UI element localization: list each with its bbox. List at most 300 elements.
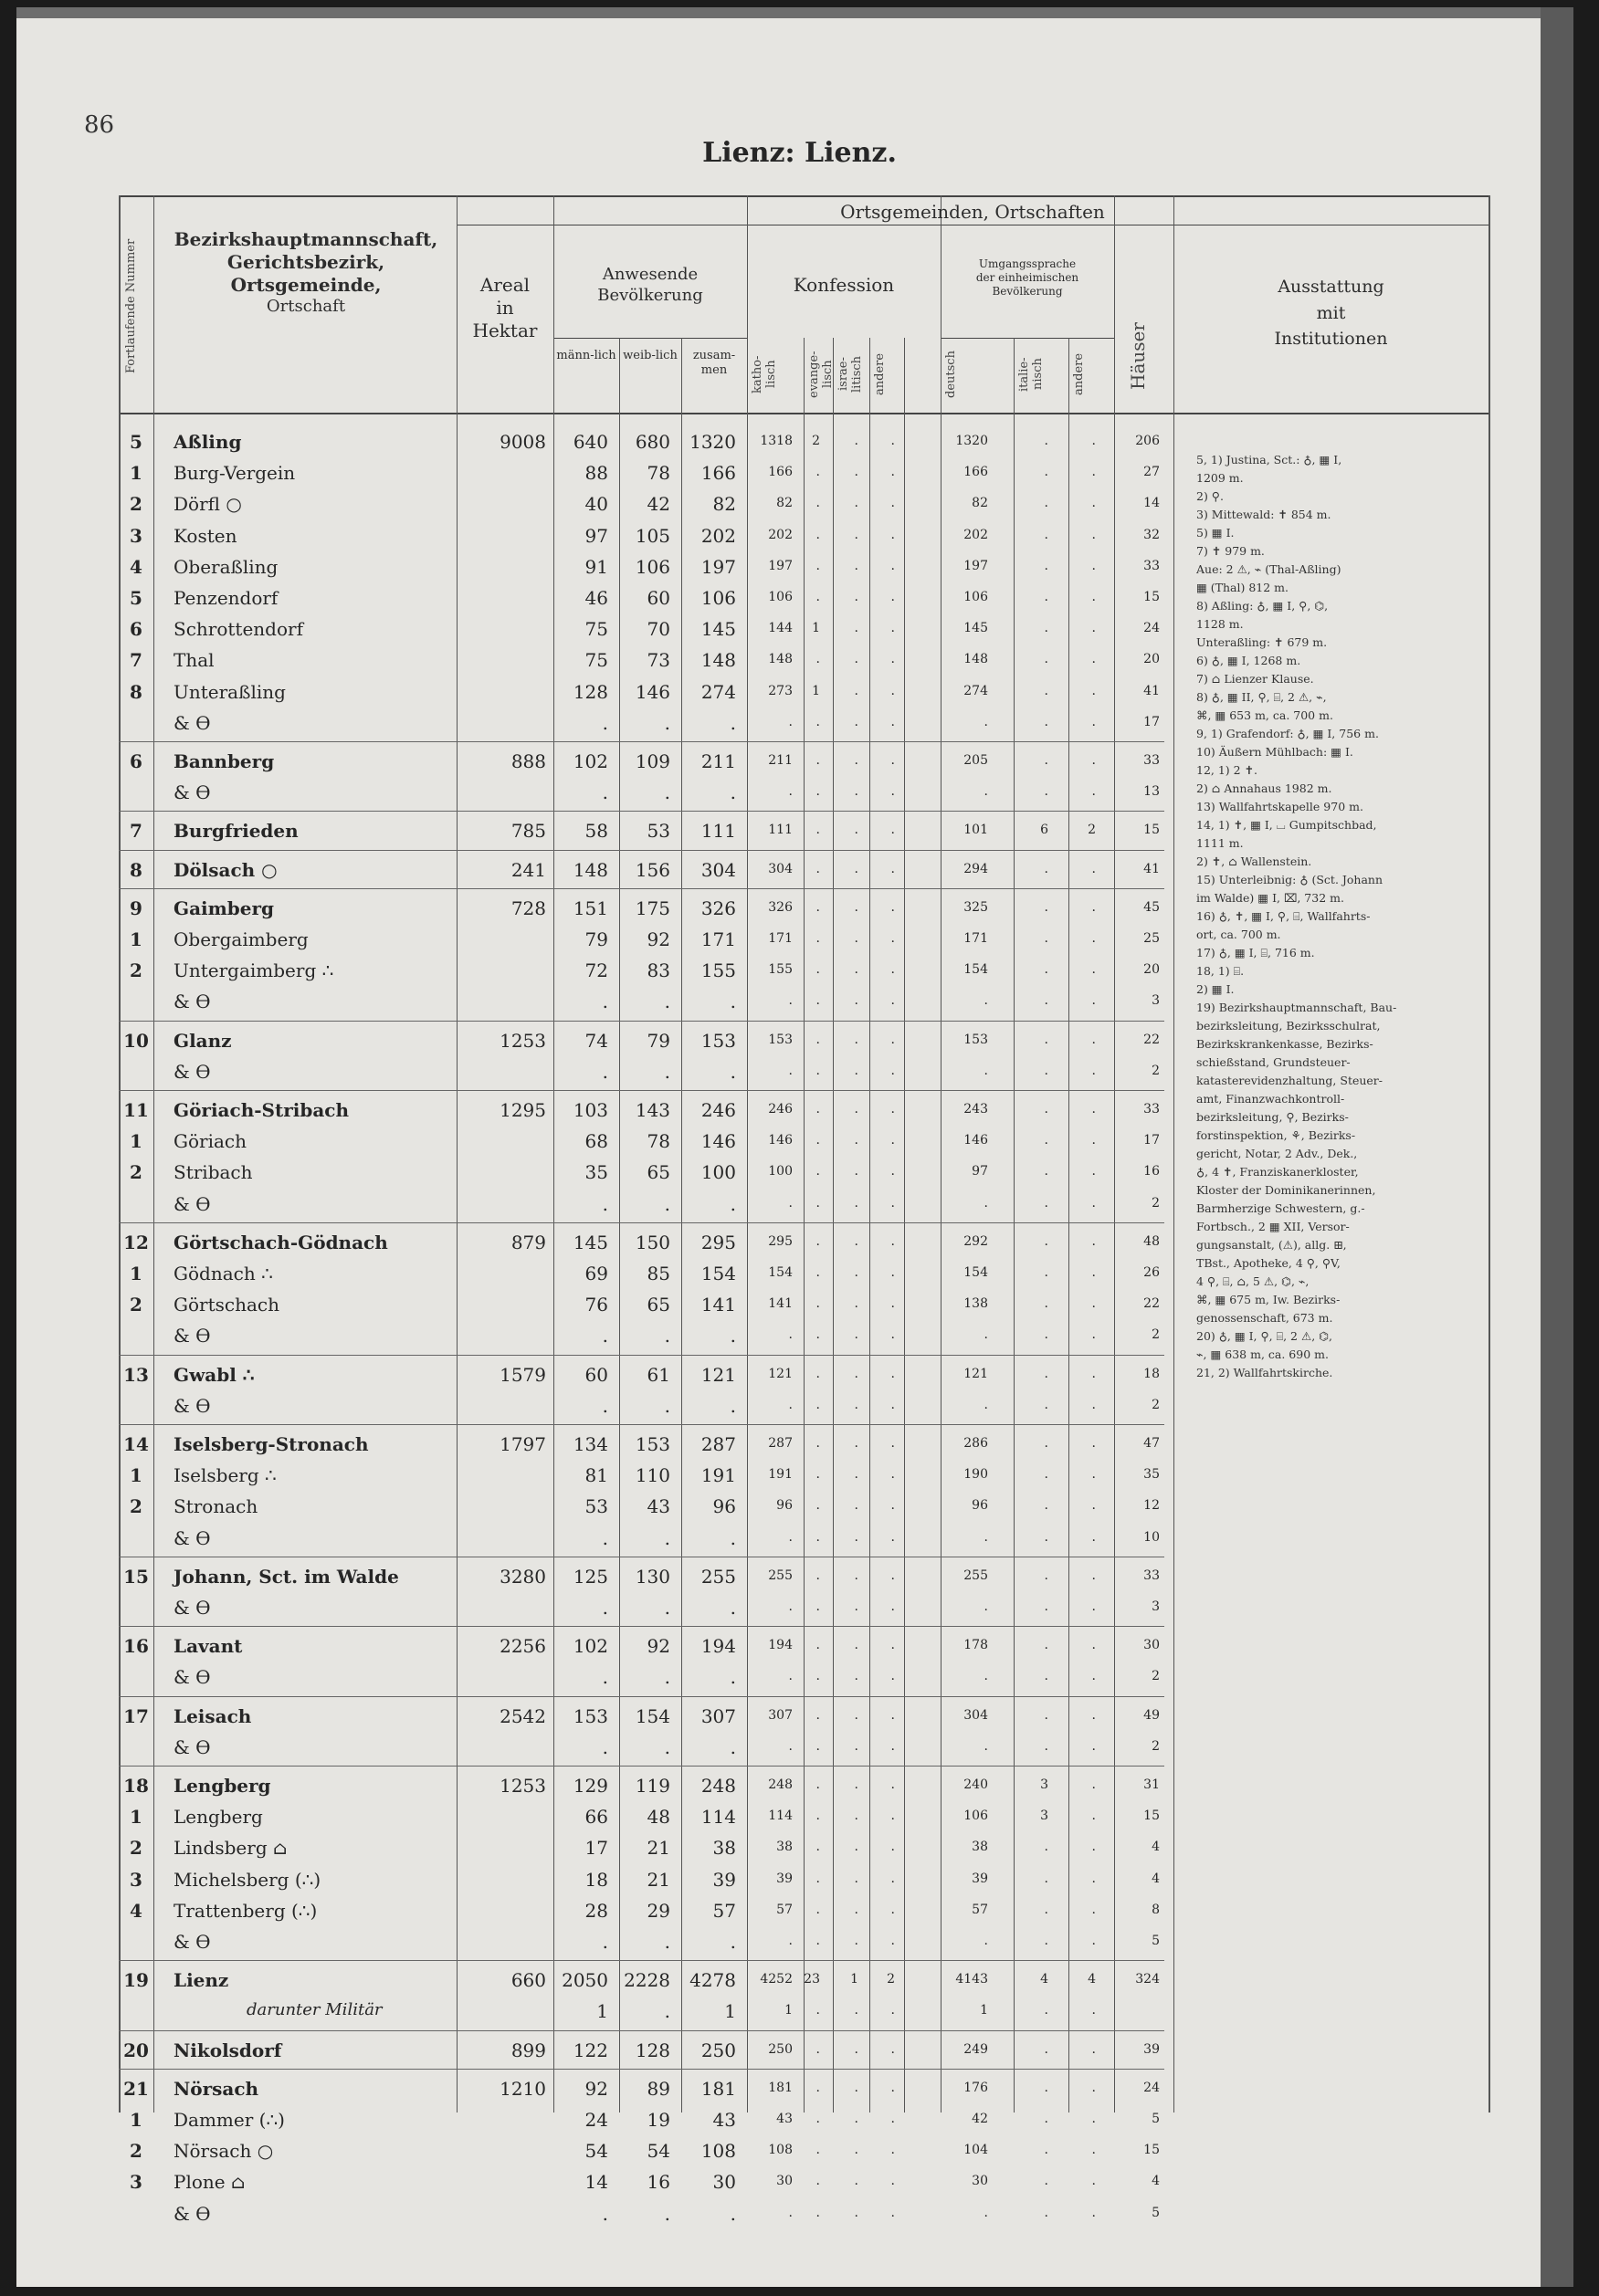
row-number: 1: [130, 1806, 142, 1829]
haeuser-value: 4: [1152, 2174, 1160, 2189]
maennlich-value: 92: [584, 2077, 608, 2100]
evangelisch-value: .: [815, 527, 820, 542]
deutsch-value: 153: [963, 1032, 988, 1047]
maennlich-value: 54: [584, 2140, 608, 2163]
israelitisch-value: .: [854, 1467, 858, 1483]
weiblich-value: 89: [647, 2077, 670, 2100]
italienisch-value: .: [1044, 931, 1048, 946]
deutsch-value: 4143: [955, 1972, 988, 1987]
katholisch-value: 1318: [760, 434, 793, 448]
sprache-andere-value: .: [1091, 1871, 1096, 1886]
zusammen-value: 146: [700, 1130, 736, 1153]
sprache-andere-value: .: [1091, 1529, 1096, 1545]
maennlich-value: 151: [573, 896, 608, 919]
sprache-andere-value: .: [1091, 931, 1096, 946]
haeuser-value: 17: [1143, 1133, 1160, 1148]
israelitisch-value: .: [854, 1840, 858, 1855]
israelitisch-value: .: [854, 2205, 858, 2220]
row-name: Görtschach-Gödnach: [174, 1231, 388, 1253]
haeuser-value: 22: [1143, 1032, 1160, 1047]
sprache-andere-value: .: [1091, 1840, 1096, 1855]
maennlich-value: 134: [573, 1433, 608, 1455]
italienisch-value: .: [1044, 2112, 1048, 2126]
italienisch-value: .: [1044, 2003, 1048, 2018]
katholisch-value: .: [788, 1934, 793, 1948]
row-name: & ϴ: [174, 1931, 211, 1953]
weiblich-value: 78: [647, 1130, 670, 1153]
evangelisch-value: .: [815, 1777, 820, 1792]
italienisch-value: .: [1044, 899, 1048, 915]
sprache-andere-value: .: [1091, 1296, 1096, 1312]
zusammen-value: 287: [700, 1433, 736, 1455]
konf-andere-value: .: [890, 1296, 895, 1312]
haeuser-value: 14: [1143, 496, 1160, 511]
evangelisch-value: .: [815, 861, 820, 876]
weiblich-value: .: [664, 1192, 670, 1215]
note-line: 20) ♁, ▦ I, ⚲, ⌸, 2 ⚠, ⌬,: [1196, 1329, 1333, 1343]
israelitisch-value: .: [854, 784, 858, 800]
row-name: Thal: [174, 649, 215, 672]
zusammen-value: .: [730, 991, 736, 1013]
weiblich-value: 53: [647, 820, 670, 843]
italienisch-value: .: [1044, 1638, 1048, 1653]
note-line: ⌘, ▦ 653 m, ca. 700 m.: [1196, 708, 1333, 722]
italienisch-value: .: [1044, 1366, 1048, 1381]
maennlich-value: 58: [584, 820, 608, 843]
israelitisch-value: .: [854, 1871, 858, 1886]
header-bev-sub: männ-lich: [556, 349, 616, 362]
row-name: Obergaimberg: [174, 928, 309, 950]
weiblich-value: 54: [647, 2140, 670, 2163]
zusammen-value: 100: [700, 1161, 736, 1184]
sprache-andere-value: .: [1091, 527, 1096, 542]
evangelisch-value: .: [815, 2112, 820, 2126]
zusammen-value: .: [730, 1060, 736, 1083]
evangelisch-value: .: [815, 1529, 820, 1545]
header-areal-line: Areal: [479, 274, 531, 296]
section-rule: [119, 1766, 1164, 1767]
deutsch-value: 106: [963, 1808, 988, 1824]
italienisch-value: .: [1044, 2080, 1048, 2095]
deutsch-value: 294: [963, 861, 988, 876]
deutsch-value: .: [984, 1669, 988, 1684]
israelitisch-value: .: [854, 434, 858, 448]
israelitisch-value: .: [854, 2174, 858, 2189]
zusammen-value: 211: [700, 750, 736, 772]
zusammen-value: 4278: [689, 1969, 736, 1992]
header-bevoelkerung: [553, 265, 747, 306]
italienisch-value: .: [1044, 1233, 1048, 1249]
katholisch-value: .: [788, 1195, 793, 1211]
zusammen-value: .: [730, 2202, 736, 2225]
zusammen-value: .: [730, 1526, 736, 1549]
weiblich-value: .: [664, 781, 670, 804]
weiblich-value: 92: [647, 928, 670, 950]
evangelisch-value: .: [815, 1265, 820, 1280]
maennlich-value: 75: [584, 649, 608, 672]
deutsch-value: 304: [963, 1707, 988, 1723]
italienisch-value: .: [1044, 962, 1048, 978]
sprache-andere-value: .: [1091, 1164, 1096, 1179]
katholisch-value: 153: [768, 1032, 793, 1047]
weiblich-value: .: [664, 1931, 670, 1953]
evangelisch-value: .: [815, 1808, 820, 1824]
note-line: ♁, 4 ✝, Franziskanerkloster,: [1196, 1165, 1359, 1179]
haeuser-value: 48: [1143, 1233, 1160, 1249]
deutsch-value: .: [984, 1738, 988, 1754]
weiblich-value: 175: [635, 896, 670, 919]
weiblich-value: 78: [647, 462, 670, 485]
haeuser-value: 25: [1143, 931, 1160, 946]
areal-value: 785: [510, 820, 546, 843]
katholisch-value: 82: [776, 496, 793, 511]
weiblich-value: 48: [647, 1806, 670, 1829]
row-name: Schrottendorf: [174, 618, 303, 641]
weiblich-value: .: [664, 2000, 670, 2023]
sprache-andere-value: .: [1091, 1567, 1096, 1583]
maennlich-value: .: [602, 1394, 608, 1417]
row-name: Stronach: [174, 1495, 258, 1518]
evangelisch-value: .: [815, 1498, 820, 1514]
row-number: 8: [130, 680, 142, 703]
haeuser-value: 4: [1152, 1840, 1160, 1855]
weiblich-value: 29: [647, 1899, 670, 1922]
haeuser-value: 2: [1152, 1669, 1160, 1684]
konf-andere-value: .: [890, 590, 895, 604]
sprache-andere-value: .: [1091, 1366, 1096, 1381]
sprache-andere-value: .: [1091, 899, 1096, 915]
maennlich-value: 88: [584, 462, 608, 485]
konf-andere-value: .: [890, 2174, 895, 2189]
header-name-line: Gerichtsbezirk,: [226, 251, 385, 273]
maennlich-value: .: [602, 1666, 608, 1689]
konf-andere-value: .: [890, 558, 895, 573]
sprache-andere-value: .: [1091, 1233, 1096, 1249]
katholisch-value: 148: [768, 652, 793, 667]
italienisch-value: .: [1044, 1498, 1048, 1514]
row-number: 2: [130, 959, 142, 982]
deutsch-value: 178: [963, 1638, 988, 1653]
sprache-andere-value: .: [1091, 993, 1096, 1009]
zusammen-value: 141: [700, 1294, 736, 1316]
italienisch-value: .: [1044, 1195, 1048, 1211]
zusammen-value: .: [730, 711, 736, 734]
maennlich-value: 153: [573, 1704, 608, 1727]
note-line: 8) ♁, ▦ II, ⚲, ⌸, 2 ⚠, ⌁,: [1196, 690, 1327, 704]
institutions-notes: [1196, 451, 1489, 1382]
haeuser-value: 17: [1143, 714, 1160, 729]
evangelisch-value: .: [815, 962, 820, 978]
weiblich-value: 21: [647, 1868, 670, 1891]
italienisch-value: .: [1044, 1707, 1048, 1723]
areal-value: 660: [510, 1969, 546, 1992]
note-line: Aue: 2 ⚠, ⌁ (Thal-Aßling): [1196, 562, 1341, 576]
katholisch-value: 108: [768, 2143, 793, 2158]
evangelisch-value: .: [815, 2003, 820, 2018]
page-number: 86: [84, 111, 115, 139]
row-name: & ϴ: [174, 1597, 211, 1619]
haeuser-value: 39: [1143, 2041, 1160, 2057]
note-line: 2) ⚲.: [1196, 489, 1224, 503]
katholisch-value: 1: [784, 2003, 793, 2018]
row-number: 1: [130, 928, 142, 950]
italienisch-value: .: [1044, 1902, 1048, 1917]
weiblich-value: 92: [647, 1635, 670, 1658]
konf-andere-value: .: [890, 652, 895, 667]
italienisch-value: .: [1044, 1934, 1048, 1948]
zusammen-value: 148: [700, 649, 736, 672]
deutsch-value: 106: [963, 590, 988, 604]
israelitisch-value: .: [854, 1133, 858, 1148]
konf-andere-value: .: [890, 823, 895, 838]
sprache-andere-value: .: [1091, 1102, 1096, 1117]
italienisch-value: .: [1044, 1265, 1048, 1280]
evangelisch-value: .: [815, 1296, 820, 1312]
header-aus-line: Institutionen: [1274, 329, 1388, 349]
weiblich-value: 65: [647, 1294, 670, 1316]
zusammen-value: .: [730, 1666, 736, 1689]
header-bev-sub: weib-lich: [623, 349, 678, 362]
haeuser-value: 41: [1143, 683, 1160, 698]
israelitisch-value: .: [854, 558, 858, 573]
sprache-andere-value: .: [1091, 1327, 1096, 1343]
sprache-andere-value: .: [1091, 1808, 1096, 1824]
section-rule: [119, 1021, 1164, 1022]
konf-andere-value: .: [890, 753, 895, 768]
evangelisch-value: .: [815, 496, 820, 511]
weiblich-value: 680: [635, 431, 670, 453]
note-line: 18, 1) ⌸.: [1196, 964, 1245, 978]
note-line: 2) ⌂ Annahaus 1982 m.: [1196, 781, 1332, 795]
maennlich-value: .: [602, 991, 608, 1013]
sprache-andere-value: .: [1091, 1032, 1096, 1047]
konf-andere-value: .: [890, 621, 895, 636]
evangelisch-value: .: [815, 1467, 820, 1483]
header-spr-sub: andere: [1072, 352, 1086, 396]
katholisch-value: 146: [768, 1133, 793, 1148]
katholisch-value: 30: [776, 2174, 793, 2189]
konf-andere-value: .: [890, 496, 895, 511]
katholisch-value: 181: [768, 2080, 793, 2095]
section-rule: [119, 1090, 1164, 1091]
haeuser-value: 30: [1143, 1638, 1160, 1653]
row-name: Oberaßling: [174, 555, 279, 578]
israelitisch-value: .: [854, 621, 858, 636]
katholisch-value: 191: [768, 1467, 793, 1483]
table-row: [0, 1806, 1599, 1837]
evangelisch-value: .: [815, 823, 820, 838]
katholisch-value: 121: [768, 1366, 793, 1381]
israelitisch-value: .: [854, 527, 858, 542]
konf-andere-value: .: [890, 1738, 895, 1754]
evangelisch-value: .: [815, 465, 820, 480]
haeuser-value: 47: [1143, 1436, 1160, 1451]
note-line: 9, 1) Grafendorf: ♁, ▦ I, 756 m.: [1196, 727, 1379, 740]
konf-andere-value: .: [890, 1638, 895, 1653]
konf-andere-value: .: [890, 2041, 895, 2057]
italienisch-value: .: [1044, 590, 1048, 604]
evangelisch-value: 23: [804, 1972, 820, 1987]
section-rule: [119, 811, 1164, 812]
table-row: [0, 1527, 1599, 1558]
note-line: genossenschaft, 673 m.: [1196, 1311, 1333, 1325]
header-konf-sub: evange-lisch: [807, 351, 835, 398]
konf-andere-value: .: [890, 527, 895, 542]
maennlich-value: 40: [584, 493, 608, 516]
italienisch-value: .: [1044, 1436, 1048, 1451]
haeuser-value: 206: [1135, 434, 1160, 448]
sprache-andere-value: .: [1091, 1669, 1096, 1684]
row-number: 5: [130, 587, 142, 609]
israelitisch-value: .: [854, 683, 858, 698]
bev-sub-rule: [553, 338, 747, 339]
konf-andere-value: .: [890, 1934, 895, 1948]
maennlich-value: .: [602, 2202, 608, 2225]
zusammen-value: .: [730, 1192, 736, 1215]
haeuser-value: 5: [1152, 2112, 1160, 2126]
deutsch-value: 205: [963, 753, 988, 768]
weiblich-value: 16: [647, 2171, 670, 2194]
katholisch-value: 155: [768, 962, 793, 978]
weiblich-value: 85: [647, 1263, 670, 1284]
note-line: 5) ▦ I.: [1196, 526, 1235, 540]
sprache-andere-value: .: [1091, 2174, 1096, 2189]
zusammen-value: 1320: [689, 431, 736, 453]
row-number: 3: [130, 1868, 142, 1891]
italienisch-value: .: [1044, 784, 1048, 800]
note-line: 2) ✝, ⌂ Wallenstein.: [1196, 854, 1312, 868]
note-line: bezirksleitung, Bezirksschulrat,: [1196, 1019, 1381, 1033]
zusammen-value: 194: [700, 1635, 736, 1658]
row-name: Trattenberg (∴): [174, 1899, 318, 1922]
weiblich-value: 128: [635, 2039, 670, 2061]
deutsch-value: 121: [963, 1366, 988, 1381]
deutsch-value: 1: [980, 2003, 988, 2018]
katholisch-value: 202: [768, 527, 793, 542]
zusammen-value: 43: [712, 2109, 736, 2131]
konf-andere-value: .: [890, 434, 895, 448]
haeuser-value: 27: [1143, 465, 1160, 480]
weiblich-value: 43: [647, 1495, 670, 1518]
konf-andere-value: .: [890, 1133, 895, 1148]
weiblich-value: 110: [635, 1464, 670, 1487]
haeuser-value: 2: [1152, 1327, 1160, 1343]
maennlich-value: 129: [573, 1775, 608, 1797]
zusammen-value: 106: [700, 587, 736, 609]
maennlich-value: 60: [584, 1363, 608, 1386]
haeuser-value: 324: [1135, 1972, 1160, 1987]
header-aus-line: Ausstattung: [1278, 277, 1384, 297]
italienisch-value: 3: [1040, 1777, 1048, 1792]
katholisch-value: 197: [768, 558, 793, 573]
note-line: 16) ♁, ✝, ▦ I, ⚲, ⌸, Wallfahrts-: [1196, 909, 1371, 923]
row-number: 7: [130, 820, 142, 843]
row-number: 8: [130, 858, 142, 881]
maennlich-value: 74: [584, 1029, 608, 1052]
evangelisch-value: .: [815, 993, 820, 1009]
katholisch-value: .: [788, 1397, 793, 1412]
note-line: 7) ✝ 979 m.: [1196, 544, 1265, 558]
weiblich-value: 70: [647, 618, 670, 641]
row-number: 19: [123, 1969, 149, 1992]
evangelisch-value: .: [815, 1707, 820, 1723]
header-bev-sub: zusam-men: [692, 349, 736, 378]
maennlich-value: 128: [573, 680, 608, 703]
katholisch-value: 141: [768, 1296, 793, 1312]
israelitisch-value: .: [854, 2143, 858, 2158]
table-row: [0, 1837, 1599, 1868]
konf-andere-value: .: [890, 993, 895, 1009]
zusammen-value: .: [730, 1735, 736, 1758]
deutsch-value: 57: [972, 1902, 988, 1917]
haeuser-value: 22: [1143, 1296, 1160, 1312]
sprache-andere-value: .: [1091, 861, 1096, 876]
row-number: 11: [123, 1099, 149, 1121]
katholisch-value: 154: [768, 1265, 793, 1280]
konf-andere-value: 2: [887, 1972, 895, 1987]
haeuser-value: 33: [1143, 1567, 1160, 1583]
konf-andere-value: .: [890, 1032, 895, 1047]
sprache-andere-value: .: [1091, 2143, 1096, 2158]
row-name: Johann, Sct. im Walde: [174, 1565, 399, 1588]
areal-value: 1253: [500, 1029, 546, 1052]
note-line: 17) ♁, ▦ I, ⌸, 716 m.: [1196, 946, 1315, 959]
weiblich-value: 42: [647, 493, 670, 516]
zusammen-value: 108: [700, 2140, 736, 2163]
haeuser-value: 33: [1143, 753, 1160, 768]
table-row: [0, 2078, 1599, 2109]
deutsch-value: 176: [963, 2080, 988, 2095]
row-number: 16: [123, 1635, 149, 1658]
row-number: 20: [123, 2039, 149, 2061]
konf-andere-value: .: [890, 1102, 895, 1117]
maennlich-value: .: [602, 1060, 608, 1083]
italienisch-value: .: [1044, 1871, 1048, 1886]
deutsch-value: 274: [963, 683, 988, 698]
sprache-andere-value: .: [1091, 1638, 1096, 1653]
italienisch-value: .: [1044, 1133, 1048, 1148]
deutsch-value: .: [984, 714, 988, 729]
table-row: [0, 1931, 1599, 1962]
deutsch-value: 97: [972, 1164, 988, 1179]
row-name: Aßling: [174, 431, 242, 453]
deutsch-value: 101: [963, 823, 988, 838]
areal-value: 879: [510, 1231, 546, 1253]
deutsch-value: 1320: [955, 434, 988, 448]
konf-andere-value: .: [890, 1871, 895, 1886]
zusammen-value: 326: [700, 896, 736, 919]
header-name-block: [157, 228, 455, 318]
deutsch-value: 82: [972, 496, 988, 511]
katholisch-value: 100: [768, 1164, 793, 1179]
note-line: ▦ (Thal) 812 m.: [1196, 581, 1289, 594]
evangelisch-value: .: [815, 1436, 820, 1451]
row-number: 2: [130, 493, 142, 516]
katholisch-value: 96: [776, 1498, 793, 1514]
zusammen-value: 57: [712, 1899, 736, 1922]
zusammen-value: 153: [700, 1029, 736, 1052]
deutsch-value: .: [984, 2205, 988, 2220]
row-name: Lienz: [174, 1969, 229, 1992]
katholisch-value: 144: [768, 621, 793, 636]
weiblich-value: .: [664, 991, 670, 1013]
konf-andere-value: .: [890, 465, 895, 480]
zusammen-value: 295: [700, 1231, 736, 1253]
note-line: schießstand, Grundsteuer-: [1196, 1055, 1351, 1069]
konf-andere-value: .: [890, 2080, 895, 2095]
sprache-andere-value: .: [1091, 714, 1096, 729]
note-line: Fortbsch., 2 ▦ XII, Versor-: [1196, 1220, 1350, 1233]
